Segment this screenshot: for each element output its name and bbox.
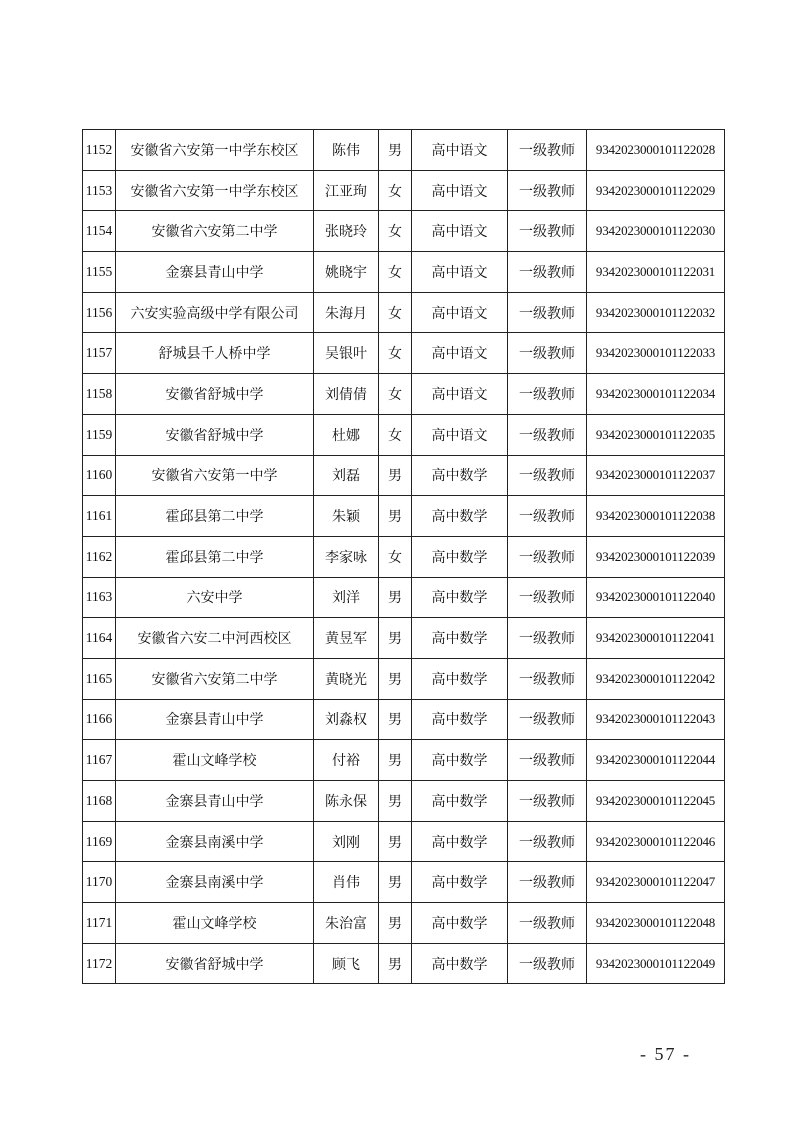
gender-cell: 女 [379, 333, 412, 374]
certificate-number-cell: 9342023000101122038 [587, 496, 725, 537]
title-cell: 一级教师 [508, 374, 587, 415]
row-number-cell: 1172 [83, 943, 116, 984]
name-cell: 刘倩倩 [314, 374, 379, 415]
subject-cell: 高中语文 [412, 414, 508, 455]
table-row [83, 740, 725, 781]
name-cell: 付裕 [314, 740, 379, 781]
row-number-cell: 1164 [83, 618, 116, 659]
certificate-number-cell: 9342023000101122047 [587, 862, 725, 903]
certificate-number-cell: 9342023000101122042 [587, 658, 725, 699]
table-row [83, 130, 725, 171]
school-cell: 安徽省六安第一中学 [116, 455, 314, 496]
certificate-number-cell: 9342023000101122043 [587, 699, 725, 740]
subject-cell: 高中语文 [412, 130, 508, 171]
school-cell: 安徽省六安第一中学东校区 [116, 130, 314, 171]
school-cell: 六安实验高级中学有限公司 [116, 292, 314, 333]
school-cell: 霍山文峰学校 [116, 903, 314, 944]
row-number-cell: 1161 [83, 496, 116, 537]
subject-cell: 高中语文 [412, 252, 508, 293]
title-cell: 一级教师 [508, 252, 587, 293]
title-cell: 一级教师 [508, 130, 587, 171]
name-cell: 顾飞 [314, 943, 379, 984]
title-cell: 一级教师 [508, 618, 587, 659]
title-cell: 一级教师 [508, 455, 587, 496]
subject-cell: 高中语文 [412, 374, 508, 415]
gender-cell: 男 [379, 903, 412, 944]
school-cell: 安徽省舒城中学 [116, 414, 314, 455]
row-number-cell: 1159 [83, 414, 116, 455]
subject-cell: 高中数学 [412, 455, 508, 496]
certificate-number-cell: 9342023000101122032 [587, 292, 725, 333]
name-cell: 江亚珣 [314, 170, 379, 211]
name-cell: 朱治富 [314, 903, 379, 944]
row-number-cell: 1153 [83, 170, 116, 211]
title-cell: 一级教师 [508, 211, 587, 252]
table-row [83, 252, 725, 293]
row-number-cell: 1160 [83, 455, 116, 496]
name-cell: 刘刚 [314, 821, 379, 862]
subject-cell: 高中数学 [412, 699, 508, 740]
table-row [83, 170, 725, 211]
table-row [83, 536, 725, 577]
gender-cell: 女 [379, 292, 412, 333]
subject-cell: 高中语文 [412, 170, 508, 211]
row-number-cell: 1152 [83, 130, 116, 171]
table-row [83, 455, 725, 496]
row-number-cell: 1156 [83, 292, 116, 333]
title-cell: 一级教师 [508, 536, 587, 577]
gender-cell: 男 [379, 740, 412, 781]
title-cell: 一级教师 [508, 740, 587, 781]
row-number-cell: 1158 [83, 374, 116, 415]
row-number-cell: 1163 [83, 577, 116, 618]
row-number-cell: 1167 [83, 740, 116, 781]
name-cell: 陈伟 [314, 130, 379, 171]
row-number-cell: 1171 [83, 903, 116, 944]
gender-cell: 女 [379, 211, 412, 252]
title-cell: 一级教师 [508, 414, 587, 455]
name-cell: 杜娜 [314, 414, 379, 455]
school-cell: 霍山文峰学校 [116, 740, 314, 781]
gender-cell: 男 [379, 699, 412, 740]
row-number-cell: 1169 [83, 821, 116, 862]
gender-cell: 男 [379, 577, 412, 618]
subject-cell: 高中数学 [412, 536, 508, 577]
personnel-table [82, 129, 725, 984]
name-cell: 李家咏 [314, 536, 379, 577]
gender-cell: 女 [379, 252, 412, 293]
row-number-cell: 1168 [83, 781, 116, 822]
row-number-cell: 1162 [83, 536, 116, 577]
table-row [83, 943, 725, 984]
subject-cell: 高中数学 [412, 781, 508, 822]
table-row [83, 903, 725, 944]
certificate-number-cell: 9342023000101122029 [587, 170, 725, 211]
subject-cell: 高中数学 [412, 862, 508, 903]
gender-cell: 男 [379, 658, 412, 699]
title-cell: 一级教师 [508, 292, 587, 333]
row-number-cell: 1170 [83, 862, 116, 903]
name-cell: 黄晓光 [314, 658, 379, 699]
table-row [83, 414, 725, 455]
title-cell: 一级教师 [508, 903, 587, 944]
school-cell: 安徽省六安二中河西校区 [116, 618, 314, 659]
gender-cell: 男 [379, 821, 412, 862]
table-row [83, 496, 725, 537]
name-cell: 姚晓宇 [314, 252, 379, 293]
school-cell: 金寨县青山中学 [116, 699, 314, 740]
certificate-number-cell: 9342023000101122041 [587, 618, 725, 659]
row-number-cell: 1166 [83, 699, 116, 740]
gender-cell: 男 [379, 618, 412, 659]
certificate-number-cell: 9342023000101122044 [587, 740, 725, 781]
subject-cell: 高中数学 [412, 658, 508, 699]
school-cell: 安徽省六安第二中学 [116, 658, 314, 699]
table-row [83, 862, 725, 903]
gender-cell: 女 [379, 170, 412, 211]
title-cell: 一级教师 [508, 333, 587, 374]
subject-cell: 高中数学 [412, 496, 508, 537]
name-cell: 陈永保 [314, 781, 379, 822]
school-cell: 安徽省六安第一中学东校区 [116, 170, 314, 211]
row-number-cell: 1155 [83, 252, 116, 293]
row-number-cell: 1157 [83, 333, 116, 374]
title-cell: 一级教师 [508, 862, 587, 903]
school-cell: 安徽省六安第二中学 [116, 211, 314, 252]
subject-cell: 高中数学 [412, 618, 508, 659]
name-cell: 刘洋 [314, 577, 379, 618]
gender-cell: 女 [379, 414, 412, 455]
certificate-number-cell: 9342023000101122048 [587, 903, 725, 944]
gender-cell: 女 [379, 374, 412, 415]
title-cell: 一级教师 [508, 496, 587, 537]
title-cell: 一级教师 [508, 699, 587, 740]
certificate-number-cell: 9342023000101122045 [587, 781, 725, 822]
page-number: - 57 - [640, 1044, 691, 1064]
name-cell: 刘磊 [314, 455, 379, 496]
certificate-number-cell: 9342023000101122049 [587, 943, 725, 984]
subject-cell: 高中数学 [412, 903, 508, 944]
school-cell: 霍邱县第二中学 [116, 496, 314, 537]
certificate-number-cell: 9342023000101122031 [587, 252, 725, 293]
subject-cell: 高中语文 [412, 292, 508, 333]
title-cell: 一级教师 [508, 781, 587, 822]
school-cell: 安徽省舒城中学 [116, 374, 314, 415]
school-cell: 金寨县青山中学 [116, 781, 314, 822]
table-row [83, 781, 725, 822]
school-cell: 金寨县南溪中学 [116, 821, 314, 862]
gender-cell: 女 [379, 536, 412, 577]
name-cell: 朱海月 [314, 292, 379, 333]
table-row [83, 821, 725, 862]
row-number-cell: 1154 [83, 211, 116, 252]
table-row [83, 211, 725, 252]
name-cell: 朱颖 [314, 496, 379, 537]
gender-cell: 男 [379, 130, 412, 171]
table-body [83, 130, 725, 984]
certificate-number-cell: 9342023000101122030 [587, 211, 725, 252]
title-cell: 一级教师 [508, 658, 587, 699]
certificate-number-cell: 9342023000101122046 [587, 821, 725, 862]
table-row [83, 333, 725, 374]
title-cell: 一级教师 [508, 170, 587, 211]
certificate-number-cell: 9342023000101122034 [587, 374, 725, 415]
subject-cell: 高中语文 [412, 333, 508, 374]
gender-cell: 男 [379, 455, 412, 496]
certificate-number-cell: 9342023000101122028 [587, 130, 725, 171]
name-cell: 黄昱军 [314, 618, 379, 659]
school-cell: 六安中学 [116, 577, 314, 618]
name-cell: 肖伟 [314, 862, 379, 903]
school-cell: 安徽省舒城中学 [116, 943, 314, 984]
title-cell: 一级教师 [508, 943, 587, 984]
table-row [83, 577, 725, 618]
certificate-number-cell: 9342023000101122040 [587, 577, 725, 618]
certificate-number-cell: 9342023000101122037 [587, 455, 725, 496]
gender-cell: 男 [379, 943, 412, 984]
subject-cell: 高中数学 [412, 943, 508, 984]
row-number-cell: 1165 [83, 658, 116, 699]
certificate-number-cell: 9342023000101122033 [587, 333, 725, 374]
table-row [83, 699, 725, 740]
name-cell: 刘淼权 [314, 699, 379, 740]
table-row [83, 374, 725, 415]
school-cell: 舒城县千人桥中学 [116, 333, 314, 374]
table-row [83, 658, 725, 699]
table-row [83, 618, 725, 659]
certificate-number-cell: 9342023000101122039 [587, 536, 725, 577]
title-cell: 一级教师 [508, 577, 587, 618]
gender-cell: 男 [379, 496, 412, 537]
subject-cell: 高中语文 [412, 211, 508, 252]
subject-cell: 高中数学 [412, 740, 508, 781]
subject-cell: 高中数学 [412, 821, 508, 862]
school-cell: 金寨县青山中学 [116, 252, 314, 293]
title-cell: 一级教师 [508, 821, 587, 862]
school-cell: 金寨县南溪中学 [116, 862, 314, 903]
name-cell: 张晓玲 [314, 211, 379, 252]
certificate-number-cell: 9342023000101122035 [587, 414, 725, 455]
subject-cell: 高中数学 [412, 577, 508, 618]
gender-cell: 男 [379, 781, 412, 822]
gender-cell: 男 [379, 862, 412, 903]
school-cell: 霍邱县第二中学 [116, 536, 314, 577]
table-row [83, 292, 725, 333]
name-cell: 吴银叶 [314, 333, 379, 374]
